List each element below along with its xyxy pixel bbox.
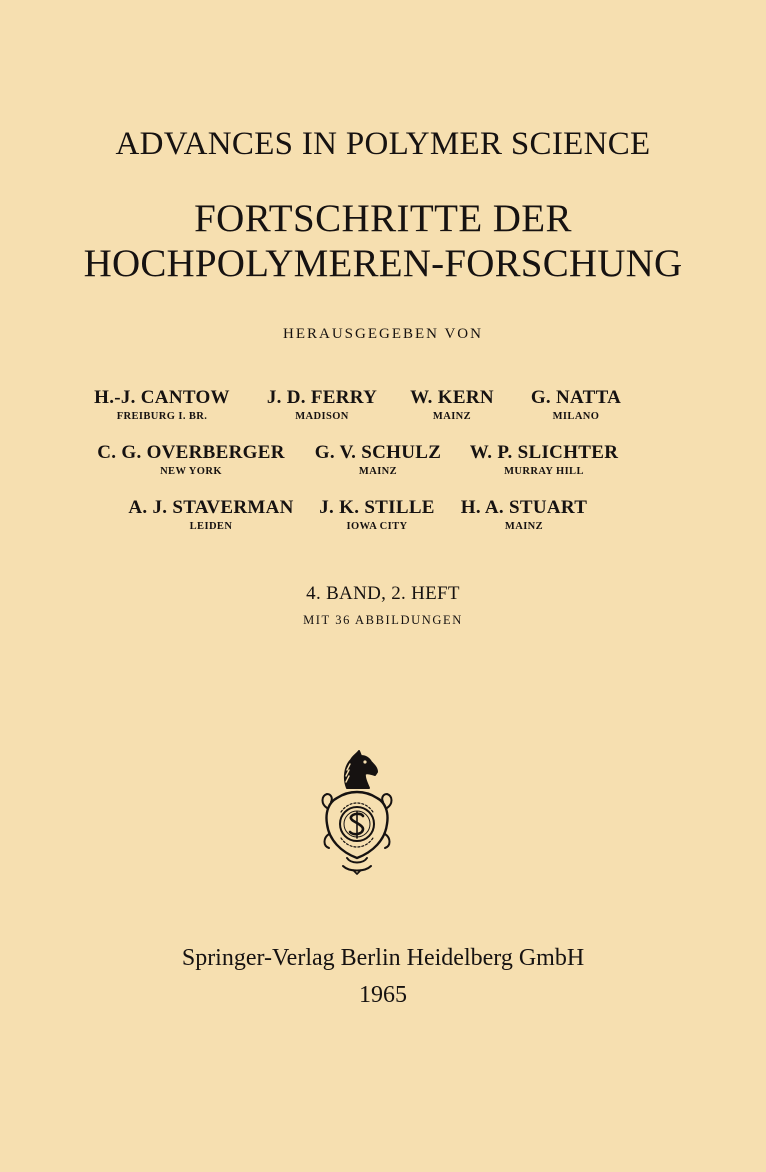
editor-schulz	[303, 442, 453, 477]
editor-name: C. G. OVERBERGER	[97, 442, 285, 463]
editor-stille	[310, 497, 444, 532]
volume-issue: 4. BAND, 2. HEFT	[306, 583, 460, 604]
editor-natta	[519, 387, 633, 422]
illustrations-note: MIT 36 ABBILDUNGEN	[303, 613, 463, 627]
editor-kern	[399, 387, 505, 422]
editor-stuart	[449, 497, 599, 532]
editor-place: LEIDEN	[189, 521, 233, 532]
editor-place: MURRAY HILL	[504, 466, 584, 477]
editor-slichter	[458, 442, 630, 477]
editor-name: J. K. STILLE	[319, 497, 435, 518]
edited-by-label: HERAUSGEGEBEN VON	[283, 326, 483, 342]
editor-name: W. P. SLICHTER	[469, 442, 619, 463]
series-title-german-line-2: HOCHPOLYMEREN-FORSCHUNG	[83, 242, 683, 285]
editor-place: MAINZ	[432, 411, 472, 422]
editor-place: MILANO	[552, 411, 600, 422]
editor-place: NEW YORK	[160, 466, 222, 477]
editor-name: G. NATTA	[530, 387, 622, 408]
editor-place: IOWA CITY	[346, 521, 408, 532]
series-title-german-line-1: FORTSCHRITTE DER	[194, 197, 572, 240]
editor-staverman	[117, 497, 305, 532]
springer-knight-emblem-icon	[319, 748, 395, 876]
editor-name: H. A. STUART	[460, 497, 588, 518]
editor-ferry	[255, 387, 389, 422]
editor-cantow	[82, 387, 242, 422]
editor-name: G. V. SCHULZ	[314, 442, 442, 463]
editor-overberger	[84, 442, 298, 477]
publisher-name: Springer-Verlag Berlin Heidelberg GmbH	[181, 945, 585, 971]
publication-year: 1965	[359, 982, 407, 1008]
series-title-english: ADVANCES IN POLYMER SCIENCE	[115, 126, 651, 162]
editor-place: MAINZ	[504, 521, 544, 532]
editor-place: MAINZ	[358, 466, 398, 477]
editor-name: W. KERN	[410, 387, 494, 408]
editor-name: A. J. STAVERMAN	[128, 497, 294, 518]
editor-name: H.-J. CANTOW	[94, 387, 230, 408]
editor-place: MADISON	[295, 411, 349, 422]
editor-name: J. D. FERRY	[266, 387, 378, 408]
editor-place: FREIBURG I. BR.	[116, 411, 208, 422]
